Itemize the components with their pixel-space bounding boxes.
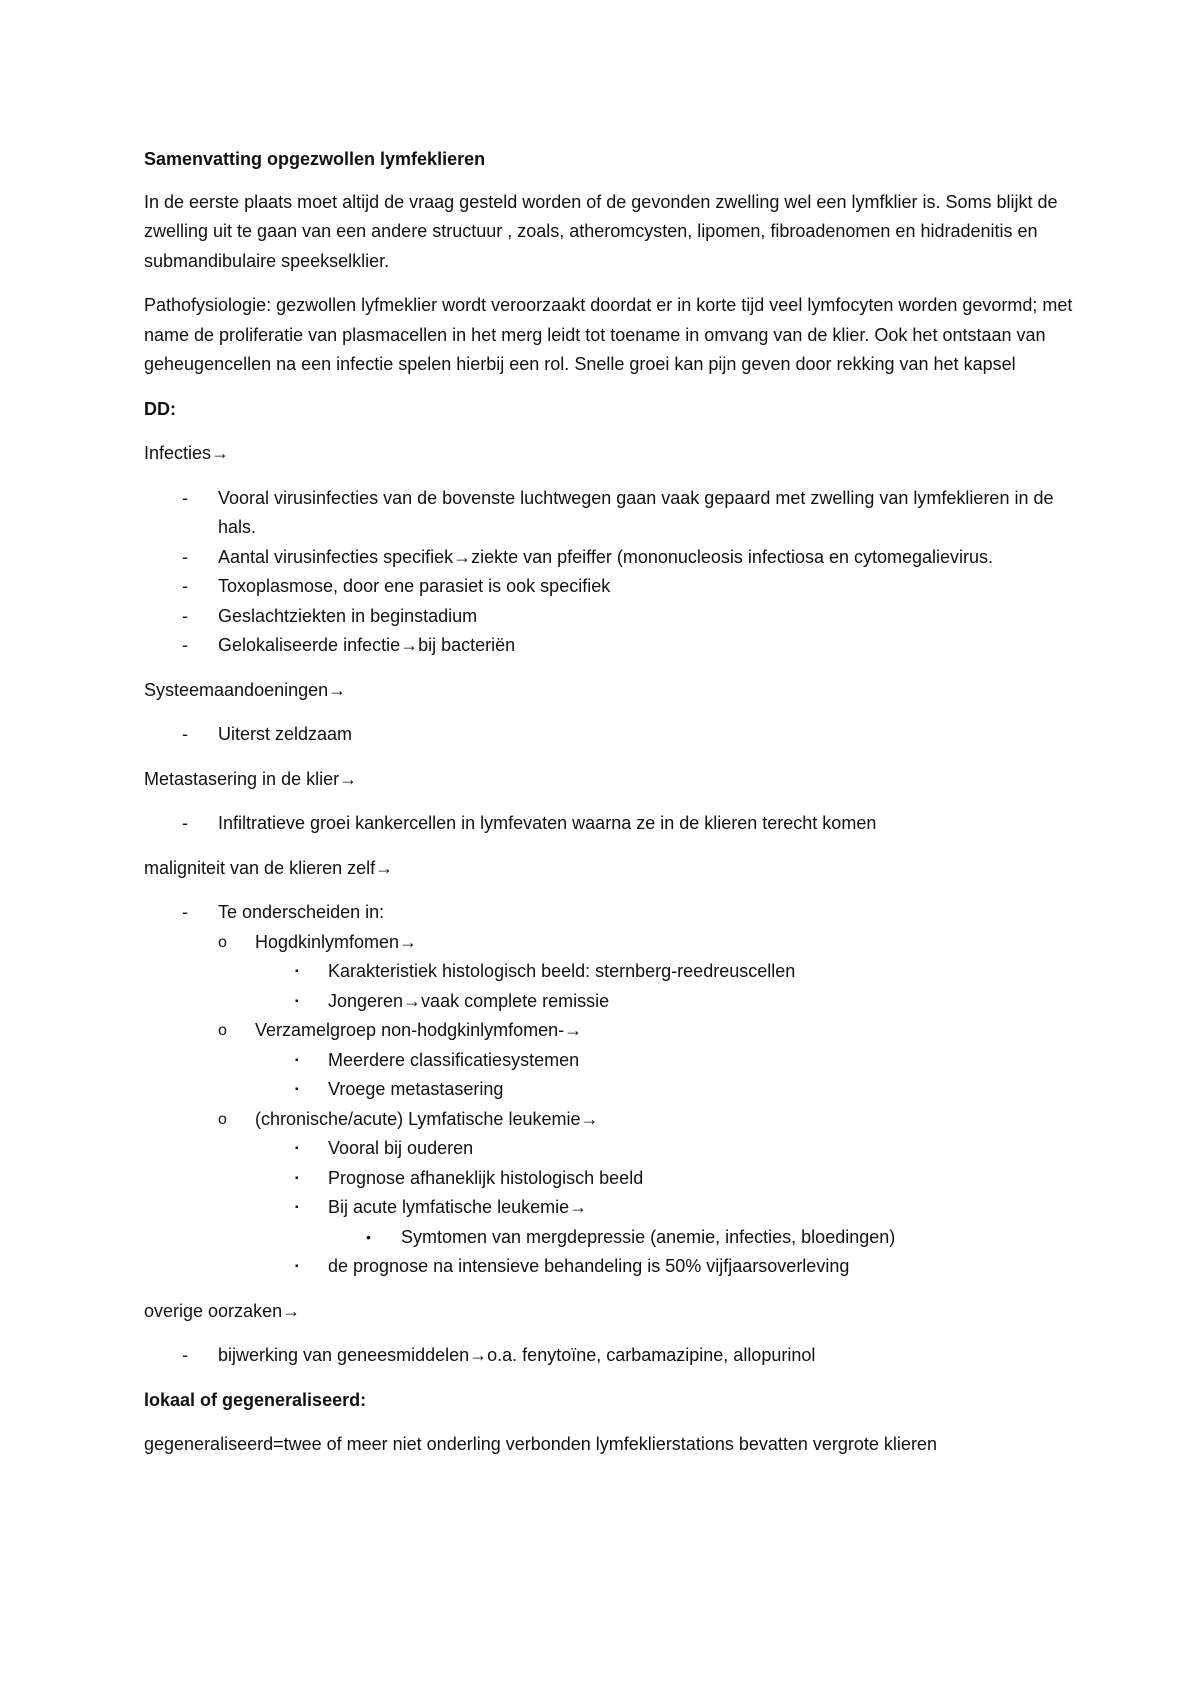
infecties-list [144,484,1074,661]
list-item: o (chronische/acute) Lymfatische leukemie→ ▪ Vooral bij ouderen ▪ Prognose afhaneklijk histologisch beeld ▪ Bij acute lymfatische leukemie→ • Symtomen van mergdepressie (anemie, infecties, bloedingen) ▪ de prognose na intensieve behandeling is 50% vijfjaarsoverleving [218,1105,1074,1282]
document-body [144,145,1074,1475]
square-marker: ▪ [295,1202,299,1213]
hodgkin-list [255,957,1074,1016]
square-marker: ▪ [295,1084,299,1095]
dash-marker: - [182,605,188,626]
list-item: ▪ Bij acute lymfatische leukemie→ • Symtomen van mergdepressie (anemie, infecties, bloedingen) [255,1193,1074,1252]
list-item: - bijwerking van geneesmiddelen→o.a. fenytoïne, carbamazipine, allopurinol [144,1341,1074,1371]
circle-marker: o [218,1110,227,1128]
metastasering-list [144,809,1074,839]
list-item: - Te onderscheiden in: o Hogdkinlymfomen→ ▪ Karakteristiek histologisch beeld: sternberg-reedreuscellen ▪ Jongeren→vaak complete remissie o Verzamelgroep non-hodgkinlymfomen-→ ▪ Meerdere classificatiesystemen ▪ Vroege metastasering o (chronische/acute) Lymfatische leukemie→ ▪ Vooral bij ouderen ▪ Prognose afhaneklijk histologisch beeld ▪ Bij acute lymfatische leukemie→ • Symtomen van mergdepressie (anemie, infecties, bloedingen) ▪ de prognose na intensieve behandeling is 50% vijfjaarsoverleving [144,898,1074,1282]
maligniteit-list [144,898,1074,1282]
dash-marker: - [182,487,188,508]
list-item: ▪ Jongeren→vaak complete remissie [255,987,1074,1017]
list-item: - Uiterst zeldzaam [144,720,1074,750]
nonhodgkin-list [255,1046,1074,1105]
infecties-heading: Infecties→ [144,443,230,463]
dash-marker: - [182,813,188,833]
list-item: - Toxoplasmose, door ene parasiet is ook specifiek [144,572,1074,602]
dash-marker: - [182,902,188,922]
bullet-marker: • [366,1228,371,1245]
list-item: - Aantal virusinfecties specifiek→ziekte van pfeiffer (mononucleosis infectiosa en cytomegalievirus. [144,543,1074,573]
dd-heading: DD: [144,398,176,419]
square-marker: ▪ [295,1172,299,1184]
list-item: o Verzamelgroep non-hodgkinlymfomen-→ ▪ Meerdere classificatiesystemen ▪ Vroege metastasering [218,1016,1074,1105]
dash-marker: - [182,546,188,567]
list-item: ▪ Vroege metastasering [255,1075,1074,1105]
pathofysiologie-paragraph: Pathofysiologie: gezwollen lyfmeklier wordt veroorzaakt doordat er in korte tijd veel lymfocyten worden gevormd; met name de proliferatie van plasmacellen in het merg leidt tot toename in omvang van de klier. Ook het ontstaan van geheugencellen na een infectie spelen hierbij een rol. Snelle groei kan pijn geven door rekking van het kapsel [144,295,1073,374]
square-marker: ▪ [295,1261,299,1272]
document-title: Samenvatting opgezwollen lymfeklieren [144,149,486,169]
maligniteit-sublist [218,928,1074,1282]
definitie-paragraph: gegeneraliseerd=twee of meer niet onderling verbonden lymfeklierstations bevatten vergrote klieren [144,1434,937,1454]
list-item: - Gelokaliseerde infectie→bij bacteriën [144,631,1074,661]
systeem-list [144,720,1074,750]
list-item: - Vooral virusinfecties van de bovenste luchtwegen gaan vaak gepaard met zwelling van lymfeklieren in de hals. [144,484,1074,543]
list-item: - Geslachtziekten in beginstadium [144,602,1074,632]
dash-marker: - [182,635,188,655]
square-marker: ▪ [295,995,299,1007]
circle-marker: o [218,933,227,951]
list-item: ▪ de prognose na intensieve behandeling is 50% vijfjaarsoverleving [255,1252,1074,1282]
list-item: - Infiltratieve groei kankercellen in lymfevaten waarna ze in de klieren terecht komen [144,809,1074,839]
list-item: ▪ Prognose afhaneklijk histologisch beeld [255,1164,1074,1194]
maligniteit-heading: maligniteit van de klieren zelf→ [144,857,394,878]
intro-paragraph: In de eerste plaats moet altijd de vraag gesteld worden of de gevonden zwelling wel een lymfklier is. Soms blijkt de zwelling uit te gaan van een andere structuur , zoals, atheromcysten, lipomen, fibroadenomen en hidradenitis en submandibulaire speekselklier. [144,191,1058,271]
lokaal-heading: lokaal of gegeneraliseerd: [144,1389,367,1410]
dash-marker: - [182,576,188,596]
square-marker: ▪ [295,1143,299,1154]
systeem-heading: Systeemaandoeningen→ [144,679,347,700]
list-item: o Hogdkinlymfomen→ ▪ Karakteristiek histologisch beeld: sternberg-reedreuscellen ▪ Jongeren→vaak complete remissie [218,928,1074,1017]
dash-marker: - [182,724,188,744]
list-item: ▪ Karakteristiek histologisch beeld: sternberg-reedreuscellen [255,957,1074,987]
overige-heading: overige oorzaken→ [144,1300,301,1321]
square-marker: ▪ [295,1054,299,1066]
overige-list [144,1341,1074,1371]
dash-marker: - [182,1345,188,1365]
circle-marker: o [218,1022,227,1039]
list-item: ▪ Meerdere classificatiesystemen [255,1046,1074,1076]
acute-leukemie-list [328,1223,1074,1253]
metastasering-heading: Metastasering in de klier→ [144,768,358,789]
list-item: • Symtomen van mergdepressie (anemie, infecties, bloedingen) [328,1223,1074,1253]
list-item: ▪ Vooral bij ouderen [255,1134,1074,1164]
leukemie-list [255,1134,1074,1282]
square-marker: ▪ [295,966,299,977]
